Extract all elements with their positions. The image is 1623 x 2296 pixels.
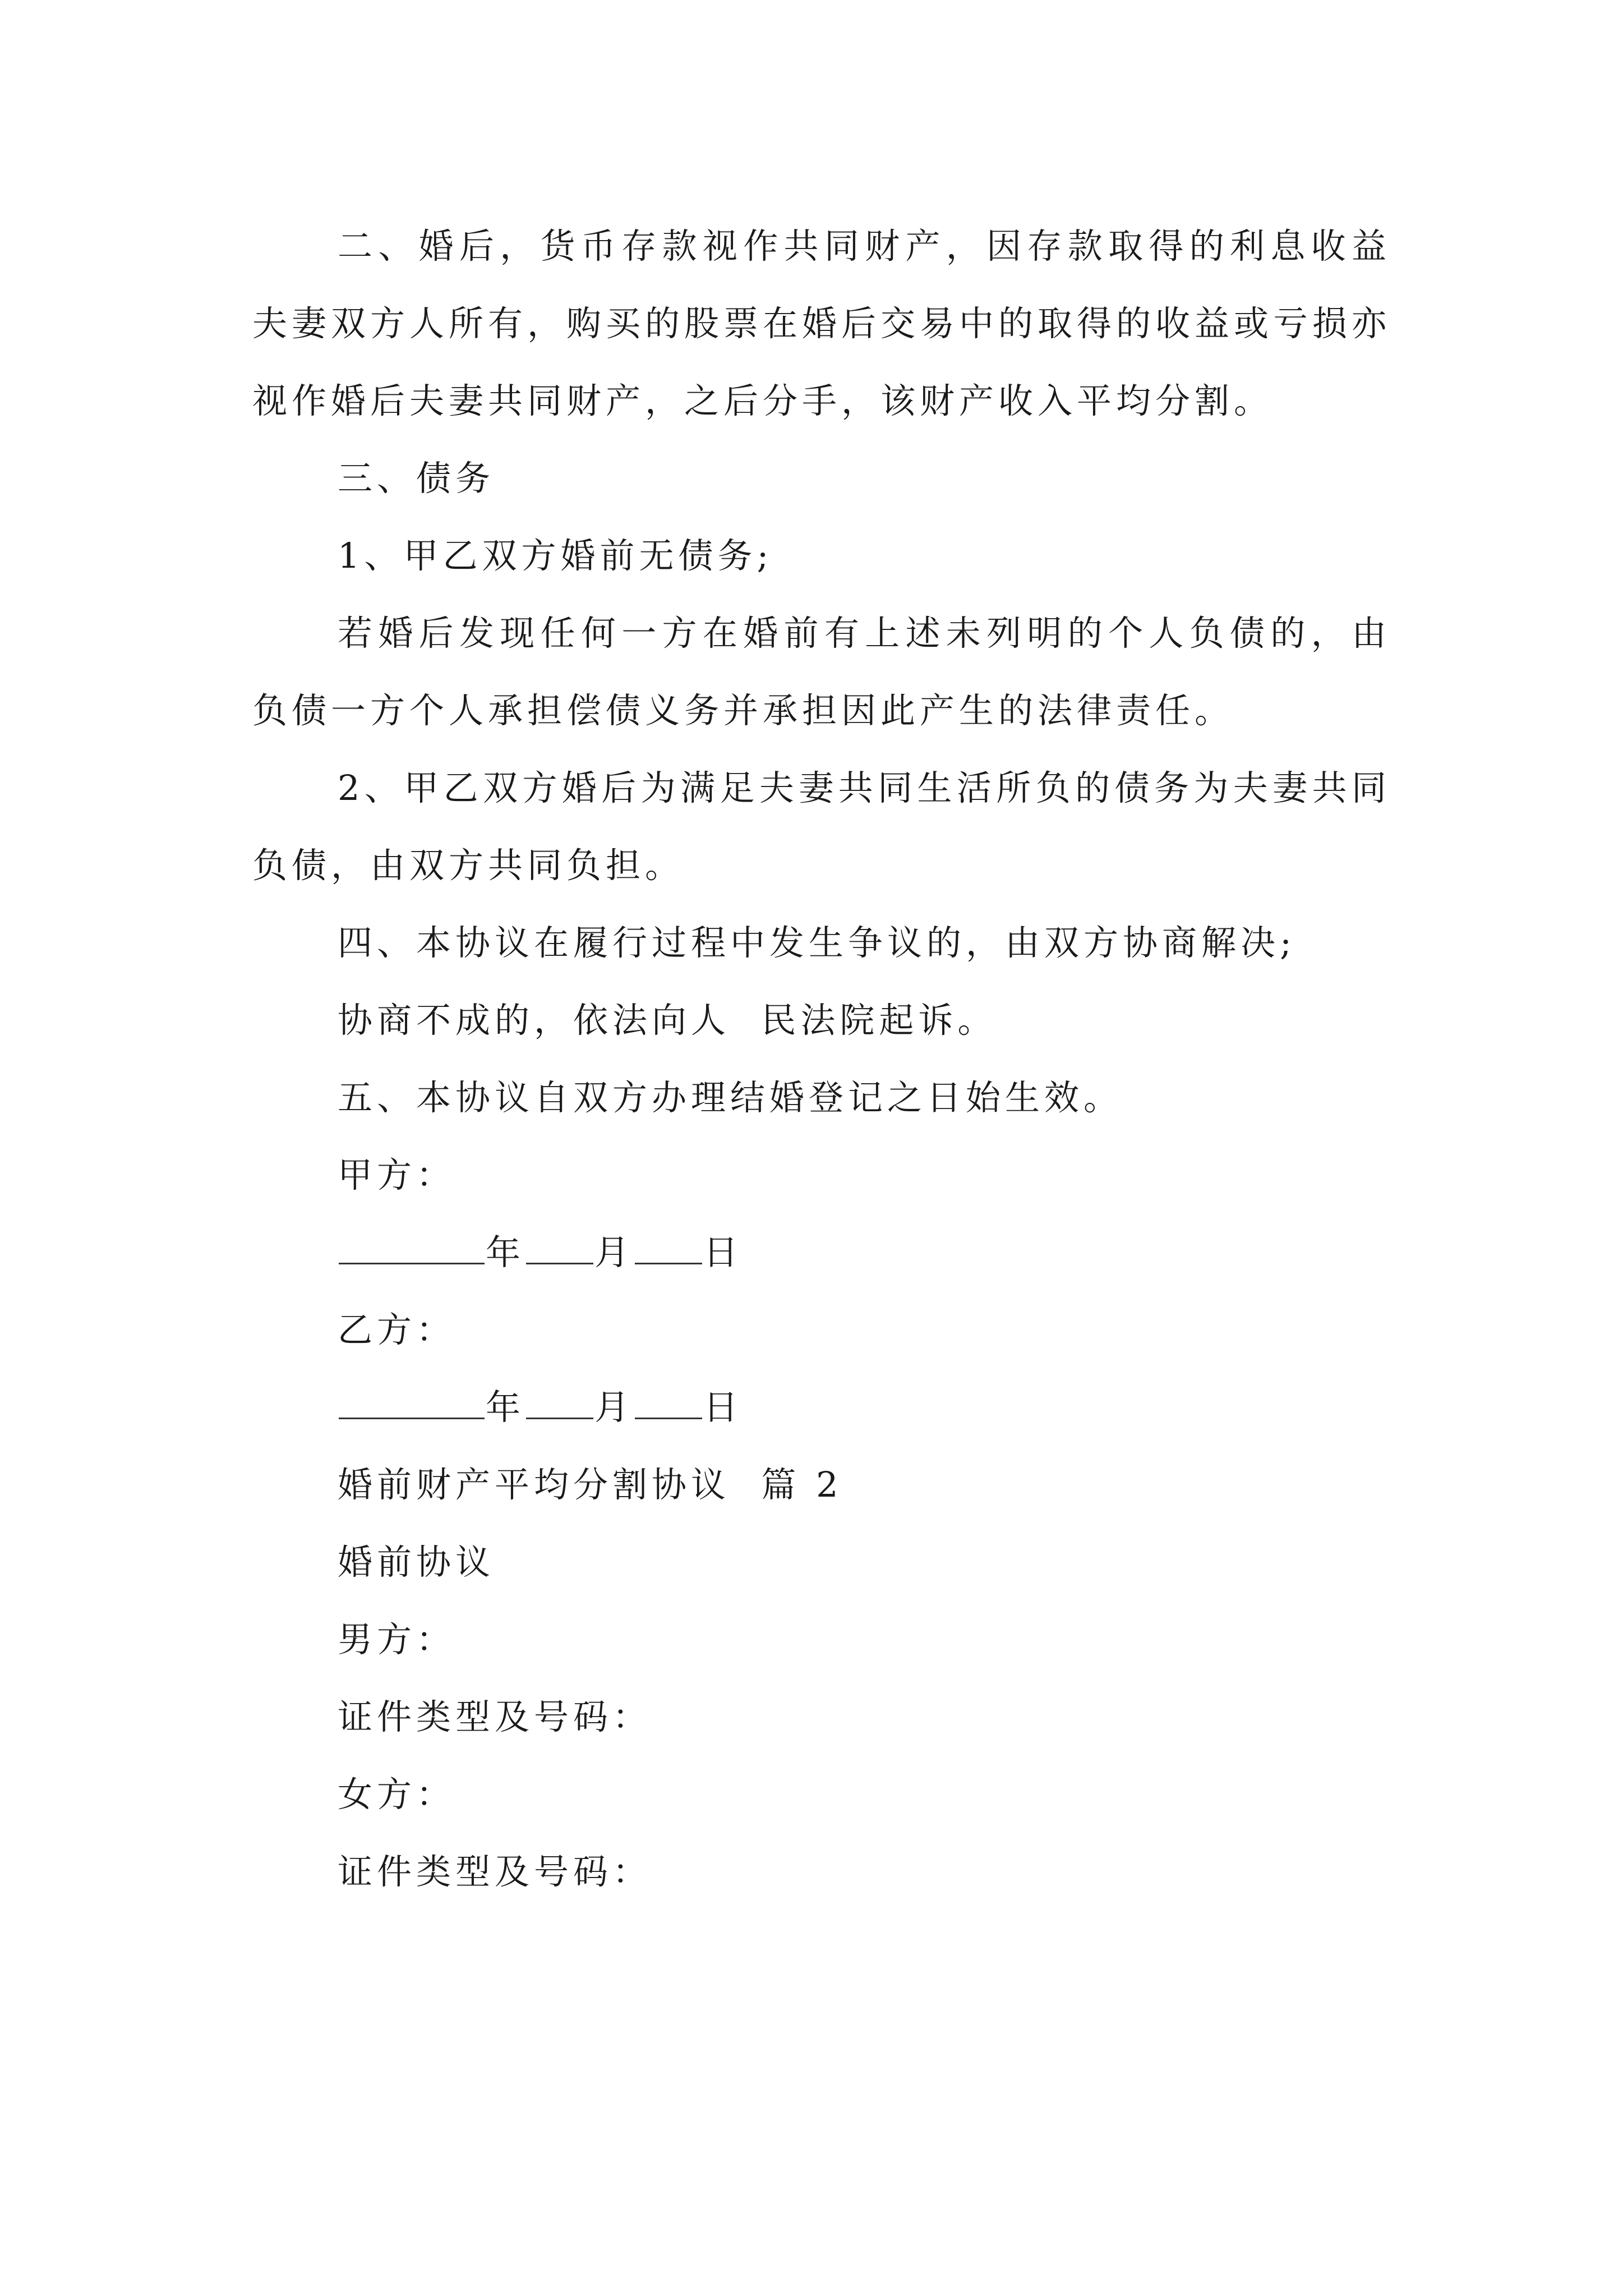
debt-item-one-detail: 若婚后发现任何一方在婚前有上述未列明的个人负债的，由负债一方个人承担偿债义务并承担因此产生的法律责任。 <box>252 613 1391 731</box>
section-two-paragraph: 二、婚后，货币存款视作共同财产，因存款取得的利息收益夫妻双方人所有，购买的股票在婚后交易中的取得的收益或亏损亦视作婚后夫妻共同财产，之后分手，该财产收入平均分割。 <box>252 226 1391 421</box>
year-label: 年 <box>486 1387 525 1428</box>
month-blank <box>526 1240 593 1264</box>
party-b-date-line <box>252 1369 1391 1446</box>
month-blank <box>526 1395 593 1419</box>
party-b-label: 乙方： <box>338 1309 456 1350</box>
month-label: 月 <box>594 1387 634 1428</box>
section-three-heading: 三、债务 <box>338 458 495 499</box>
year-label: 年 <box>486 1232 525 1273</box>
document-body <box>252 208 1391 1911</box>
month-label: 月 <box>594 1232 634 1273</box>
day-blank <box>635 1240 702 1264</box>
day-blank <box>635 1395 702 1419</box>
party-a-label: 甲方： <box>338 1154 456 1195</box>
section-five-paragraph: 五、本协议自双方办理结婚登记之日始生效。 <box>338 1077 1123 1118</box>
year-blank <box>339 1240 485 1264</box>
year-blank <box>339 1395 485 1419</box>
day-label: 日 <box>703 1232 743 1273</box>
next-agreement-title: 婚前财产平均分割协议 篇 2 <box>338 1464 843 1505</box>
debt-item-one: 1、甲乙双方婚前无债务; <box>338 535 773 576</box>
male-id-label: 证件类型及号码： <box>338 1696 652 1737</box>
female-id-label: 证件类型及号码： <box>338 1851 652 1892</box>
party-a-date-line <box>252 1214 1391 1291</box>
section-four-continuation: 协商不成的，依法向人 民法院起诉。 <box>338 1000 997 1041</box>
female-party-label: 女方： <box>338 1774 456 1815</box>
debt-item-two: 2、甲乙双方婚后为满足夫妻共同生活所负的债务为夫妻共同负债，由双方共同负担。 <box>252 767 1391 886</box>
section-four-paragraph: 四、本协议在履行过程中发生争议的，由双方协商解决; <box>338 922 1296 963</box>
male-party-label: 男方： <box>338 1619 456 1660</box>
day-label: 日 <box>703 1387 743 1428</box>
agreement-title: 婚前协议 <box>338 1542 495 1582</box>
